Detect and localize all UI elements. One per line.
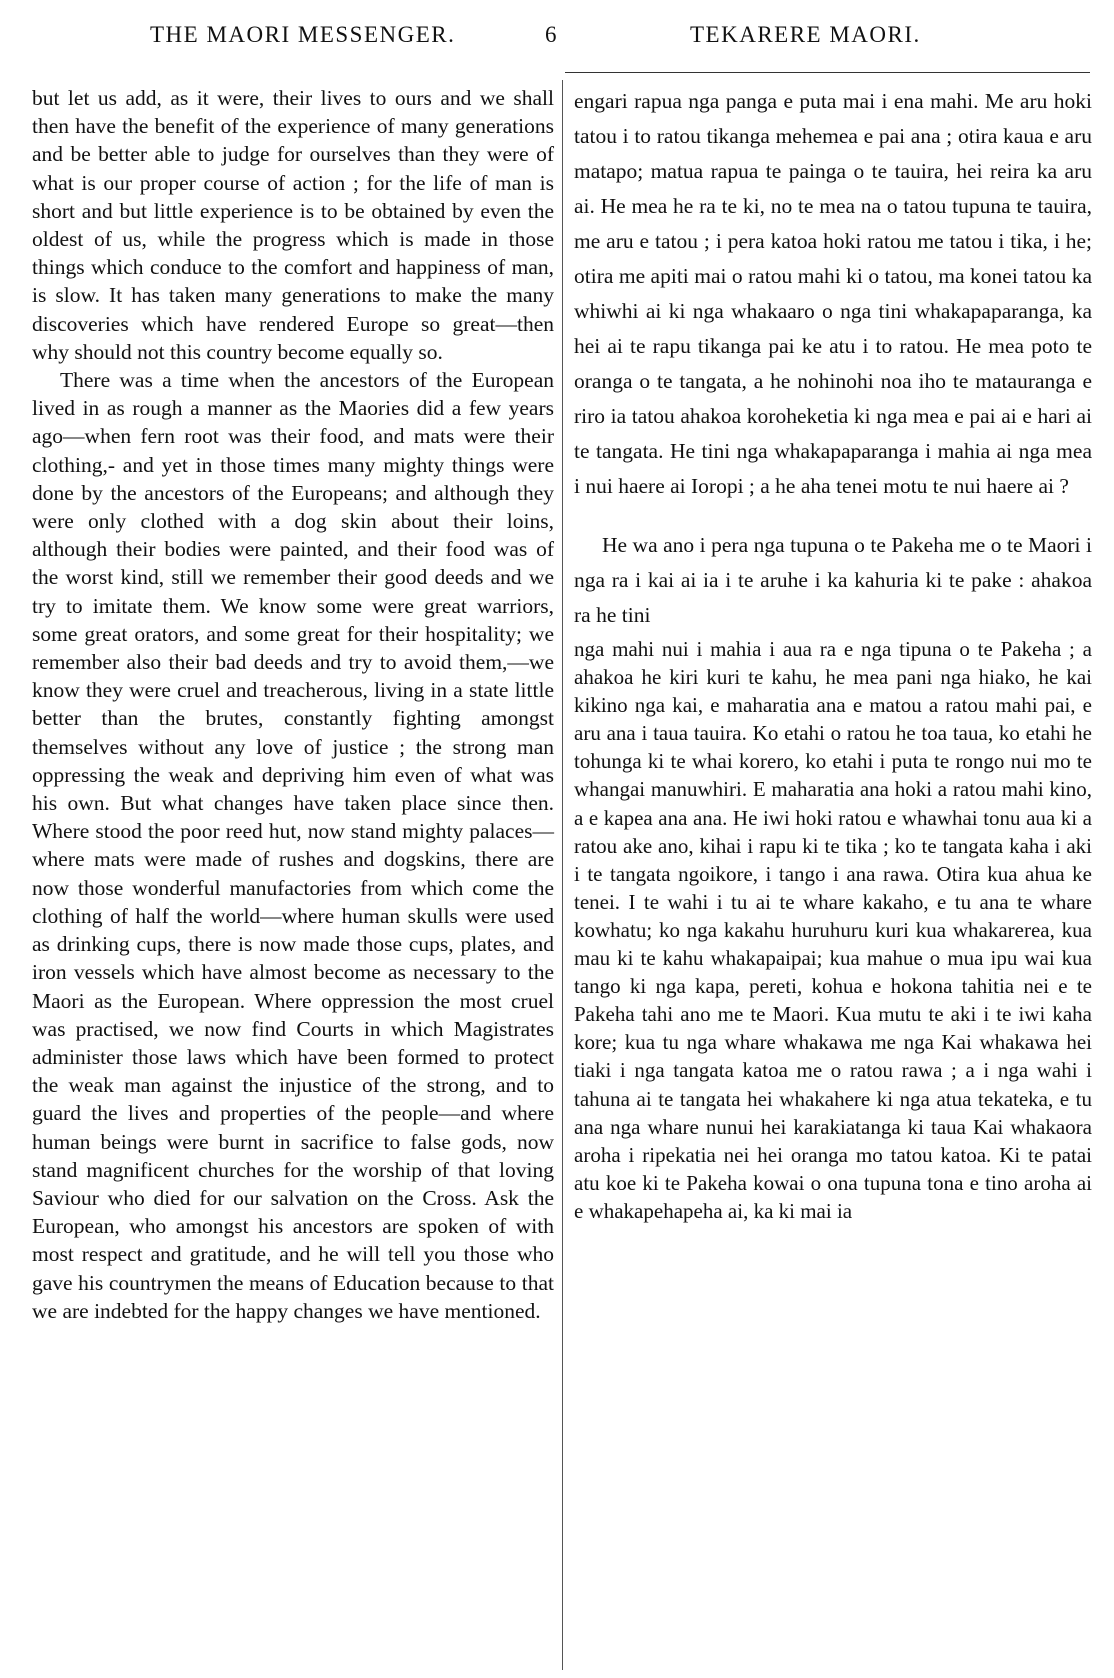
maori-paragraph: nga mahi nui i mahia i aua ra e nga tipuna o te Pakeha ; a ahakoa he kiri kuri te kahu, he mea pani nga hiako, he kai kikino nga kai, e maharatia ana e matou a ratou mahi pai, e aru ana i taua tauira. Ko etahi o ratou he toa taua, ko etahi he tohunga ki te whai korero, ko etahi i puta te rongo nui mo te whangai manuwhiri. E maharatia ana hoki a ratou mahi kino, a e kapea ana ana. He iwi hoki ratou e whawhai tonu aua ki a ratou ake ano, kihai i rapu ki te tika ; ko te tangata kaha i aki i te tangata ngoikore, i tango i ana rawa. Otira kua ahua ke tenei. I te wahi i tu ai te whare kakaho, e tu ana te whare kowhatu; ko nga kakahu huruhuru kuri kua whakarerea, kua mau ki te kahu whakapaipai; kua mahue o mua ipu wai kua tango ki nga kapa, pereti, kohua e hokona tahitia nei e te Pakeha tahi ano me te Maori. Kua mutu te aki i te iwi kaha kore; kua tu nga whare whakawa me nga Kai whakawa hei tiaki i nga tangata katoa me o ratou rawa ; a i nga wahi i tahuna ai te tangata hei whakahere ki nga atua tekateka, e tu ana nga whare nunui hei karakiatanga ki taua Kai whakaora aroha i ripekatia nei hei oranga mo tatou katoa. Ki te patai atu koe ki te Pakeha kowai o ona tupuna tona e tino aroha ai e whakapehapeha ai, ka ki mai ia bbox=[574, 637, 1092, 1223]
column-divider bbox=[562, 80, 563, 1670]
maori-paragraph: He wa ano i pera nga tupuna o te Pakeha me o te Maori i nga ra i kai ai ia i te aruhe i ka kahuria ki te pake : ahakoa ra he tini bbox=[574, 533, 1092, 627]
english-paragraph: There was a time when the ancestors of the European lived in as rough a manner as the Maories did a few years ago—when fern root was their food, and mats were their clothing,- and yet in those times many mighty things were done by the ancestors of the Europeans; and although they were only clothed with a dog skin about their loins, although their bodies were painted, and their food was of the worst kind, still we remember their good deeds and we try to imitate them. We know some were great warriors, some great orators, and some great for their hospitality; we remember also their bad deeds and try to avoid them,—we know they were cruel and treacherous, living in a state little better than the brutes, constantly fighting amongst themselves without any love of justice ; the strong man oppressing the weak and depriving him even of what was his own. But what changes have taken place since then. Where stood the poor reed hut, now stand mighty palaces—where mats were made of rushes and dogskins, there are now those wonderful manufactories from which come the clothing of half the world—where human skulls were used as drinking cups, there is now made those cups, plates, and iron vessels which have almost become as necessary to the Maori as the European. Where oppression the most cruel was practised, we now find Courts in which Magistrates administer those laws which have been formed to protect the weak man against the injustice of the strong, and to guard the lives and properties of the people—and where human beings were burnt in sacrifice to false gods, now stand magnificent churches for the worship of that loving Saviour who died for our salvation on the Cross. Ask the European, who amongst his ancestors are spoken of with most respect and gratitude, and he will tell you those who gave his countrymen the means of Education because to that we are indebted for the happy changes we have mentioned. bbox=[32, 368, 554, 1323]
header-title-maori: TEKARERE MAORI. bbox=[690, 22, 921, 47]
english-paragraph: but let us add, as it were, their lives to ours and we shall then have the benefit of the experience of many generations and be better able to judge for ourselves than they were of what is our proper course of action ; for the life of man is short and but little experience is to be obtained by even the oldest of us, while the progress which is made in those things which conduce to the comfort and happiness of man, is slow. It has taken many generations to make the many discoveries which have rendered Europe so great—then why should not this country become equally so. bbox=[32, 86, 554, 364]
page-number: 6 bbox=[545, 22, 558, 47]
english-column bbox=[32, 84, 554, 1325]
page-header bbox=[0, 22, 1114, 62]
header-title-english: THE MAORI MESSENGER. bbox=[150, 22, 456, 47]
maori-paragraph: engari rapua nga panga e puta mai i ena mahi. Me aru hoki tatou i to ratou tikanga mehemea e pai ana ; otira kaua e aru matapo; matua rapua te painga o te tauira, hei reira ka aru ai. He mea he ra te ki, no te mea na o tatou tupuna te tauira, me aru e tatou ; i pera katoa hoki ratou me tatou i tika, i he; otira me apiti mai o ratou mahi ki o tatou, ma konei tatou ka whiwhi ai ki nga whakaaro o nga tini whakapaparanga, ka hei ai te rapu tikanga pai ke atu i to ratou. He mea poto te oranga o te tangata, a he nohinohi noa iho te matauranga e riro ia tatou ahakoa koroheketia ki nga mea e pai ai e hari ai te tangata. He tini nga whakapaparanga i mahia ai nga mea i nui haere ai Ioropi ; a he aha tenei motu te nui haere ai ? bbox=[574, 89, 1092, 498]
header-rule bbox=[565, 72, 1090, 73]
maori-column bbox=[574, 84, 1092, 1225]
